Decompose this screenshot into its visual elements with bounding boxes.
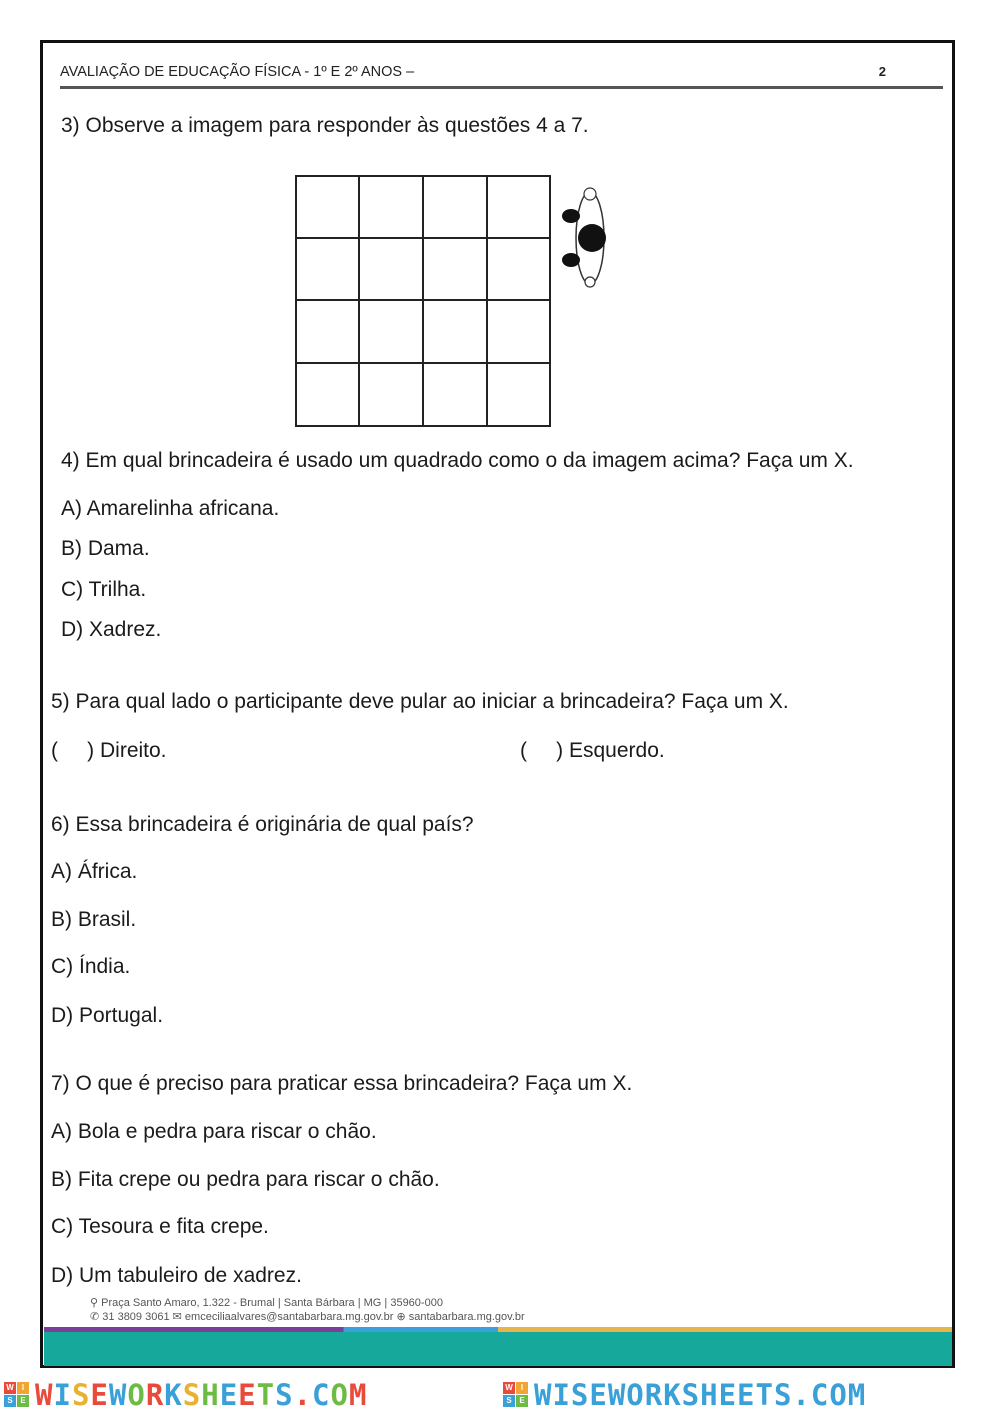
footer-phone: 31 3809 3061: [102, 1311, 170, 1323]
footer-email[interactable]: emcecilia​alvares@santabarbara.mg.gov.br: [184, 1311, 394, 1323]
footer-site[interactable]: santabarbara.mg.gov.br: [408, 1311, 525, 1323]
watermark-text: WISEWORKSHEETS.COM: [35, 1377, 368, 1412]
mail-icon: ✉: [172, 1311, 182, 1323]
q4-option-d[interactable]: D) Xadrez.: [61, 618, 162, 641]
question-7: 7) O que é preciso para praticar essa brincadeira? Faça um X.: [51, 1072, 633, 1095]
header-divider: [60, 86, 943, 89]
participant-figure: [562, 188, 606, 287]
footer-teal-band: [44, 1332, 952, 1366]
question-5: 5) Para qual lado o participante deve pular ao iniciar a brincadeira? Faça um X.: [51, 690, 789, 713]
footer-address: [90, 1296, 443, 1309]
q6-option-b[interactable]: B) Brasil.: [51, 908, 137, 931]
q6-option-d[interactable]: D) Portugal.: [51, 1004, 164, 1027]
page-header: [60, 64, 943, 84]
page-number: 2: [878, 64, 886, 79]
footer-address-text: Praça Santo Amaro, 1.322 - Brumal | Santa Bárbara | MG | 35960-000: [101, 1297, 443, 1309]
watermark-bar: [0, 1376, 1000, 1413]
header-title: AVALIAÇÃO DE EDUCAÇÃO FÍSICA - 1º E 2º ANOS –: [60, 64, 415, 80]
phone-icon: ✆: [90, 1311, 100, 1323]
wise-logo-icon: W I S E: [503, 1382, 528, 1407]
wise-logo-icon: W I S E: [4, 1382, 29, 1407]
watermark-left: [4, 1376, 367, 1413]
q7-option-a[interactable]: A) Bola e pedra para riscar o chão.: [51, 1120, 377, 1143]
grid: [296, 176, 550, 426]
q7-option-d[interactable]: D) Um tabuleiro de xadrez.: [51, 1264, 302, 1287]
watermark-text-bound: WISEWORKSHEETS.COM: [534, 1377, 867, 1412]
watermark-right: [503, 1376, 866, 1413]
q6-option-c[interactable]: C) Índia.: [51, 955, 131, 978]
footer-contact: [90, 1310, 525, 1323]
q4-option-b[interactable]: B) Dama.: [61, 537, 150, 560]
q7-option-c[interactable]: C) Tesoura e fita crepe.: [51, 1215, 269, 1238]
hopscotch-grid-figure: [290, 170, 620, 432]
location-pin-icon: ⚲: [90, 1297, 99, 1309]
question-6: 6) Essa brincadeira é originária de qual país?: [51, 813, 474, 836]
q4-option-a[interactable]: A) Amarelinha africana.: [61, 497, 280, 520]
question-4: 4) Em qual brincadeira é usado um quadrado como o da imagem acima? Faça um X.: [61, 449, 854, 472]
q5-option-left[interactable]: ( ) Esquerdo.: [520, 739, 665, 762]
q7-option-b[interactable]: B) Fita crepe ou pedra para riscar o chão.: [51, 1168, 440, 1191]
question-3: 3) Observe a imagem para responder às questões 4 a 7.: [61, 114, 589, 137]
q5-option-right[interactable]: ( ) Direito.: [51, 739, 167, 762]
q4-option-c[interactable]: C) Trilha.: [61, 578, 147, 601]
q6-option-a[interactable]: A) África.: [51, 860, 138, 883]
globe-icon: ⊕: [396, 1311, 406, 1323]
